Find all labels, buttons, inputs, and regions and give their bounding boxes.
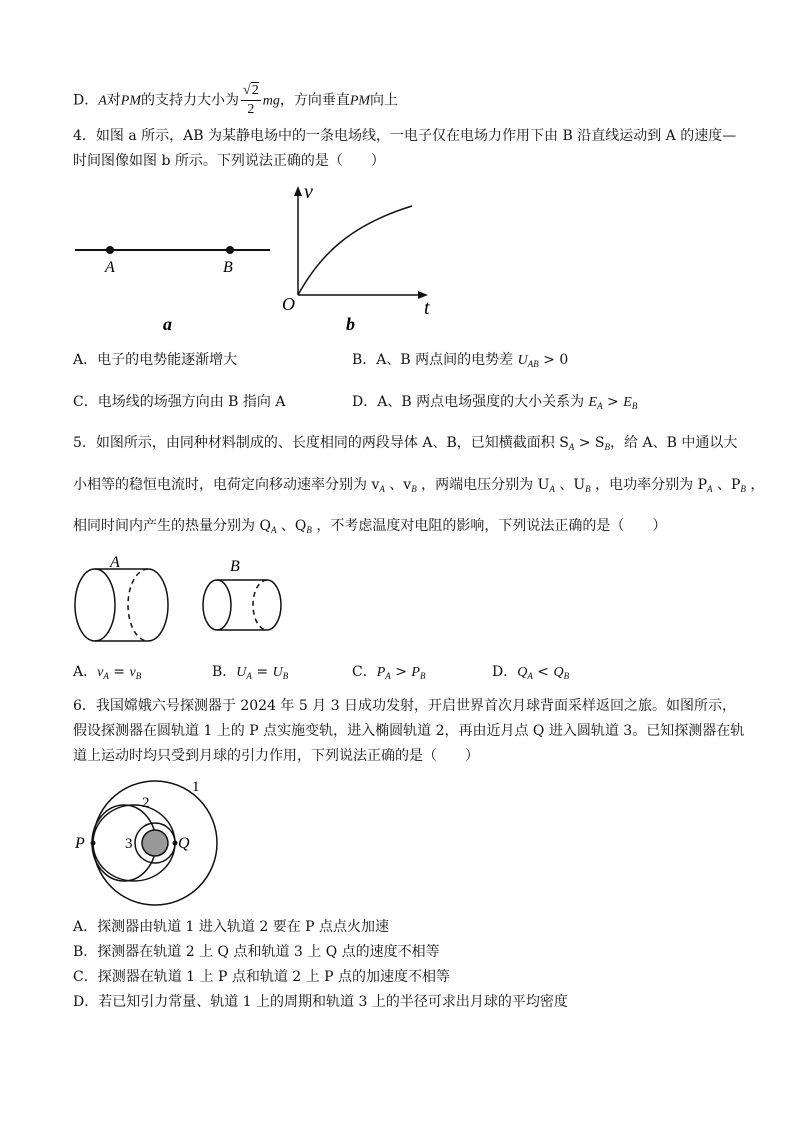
caption-a: a (163, 314, 172, 334)
option-prefix: B． (352, 352, 377, 368)
symbol-a: A (98, 93, 107, 109)
text: 、P (712, 477, 741, 493)
subscript: A (385, 671, 391, 681)
v-axis-arrow (294, 186, 302, 196)
label-b: B (223, 259, 233, 276)
text: ，电功率分别为 P (590, 477, 707, 493)
relation: > (390, 664, 412, 680)
symbol-u: U (517, 353, 528, 368)
q6-option-c: C．探测器在轨道 1 上 P 点和轨道 2 上 P 点的加速度不相等 (73, 969, 450, 985)
q4-option-b (352, 350, 568, 374)
subscript: A (549, 484, 555, 494)
velocity-curve (298, 206, 412, 295)
text: 、v (384, 477, 412, 493)
label-orbit-3: 3 (125, 836, 133, 852)
subscript: B (135, 671, 142, 681)
subscript: B (585, 484, 591, 494)
subscript: A (527, 671, 533, 681)
q6-option-b: B．探测器在轨道 2 上 Q 点和轨道 3 上 Q 点的速度不相等 (73, 944, 440, 960)
option-prefix: D． (352, 394, 378, 410)
q5-stem-line1 (73, 433, 737, 457)
relation: < (532, 664, 554, 680)
q6-option-a: A．探测器由轨道 1 进入轨道 2 要在 P 点点火加速 (73, 919, 390, 935)
label-a: A (110, 554, 120, 571)
moon (142, 830, 168, 856)
label-orbit-1: 1 (192, 779, 200, 795)
subscript: B (604, 442, 611, 452)
subscript: AB (527, 359, 539, 369)
text: 、U (554, 477, 586, 493)
text: 对 (106, 92, 121, 109)
subscript: A (379, 484, 385, 494)
sqrt-radicand: 2 (251, 83, 259, 98)
q4-stem-line2: 时间图像如图 b 所示。下列说法正确的是（ ） (73, 153, 385, 169)
symbol: Q (553, 665, 564, 680)
subscript: A (568, 442, 575, 452)
label-point-p: P (75, 835, 85, 852)
subscript: B (282, 671, 289, 681)
q4-option-c: C．电场线的场强方向由 B 指向 A (73, 394, 286, 410)
q3-option-d (73, 82, 398, 119)
symbol: P (411, 665, 420, 680)
subscript: B (419, 671, 426, 681)
subscript: B (740, 484, 746, 494)
text: ，给 A、B 中通以大 (610, 435, 738, 451)
q5-figure-conductors (70, 553, 300, 648)
symbol-pm: PM (349, 93, 371, 109)
q6-figure-orbits (70, 773, 220, 908)
q5-option-b (212, 662, 288, 686)
label-a: A (105, 259, 115, 276)
text: 小相等的稳恒电流时，电荷定向移动速率分别为 v (73, 477, 380, 493)
q4-stem-line1: 4．如图 a 所示，AB 为某静电场中的一条电场线，一电子仅在电场力作用下由 B 沿直线运动到 A 的速度— (73, 128, 737, 144)
text: 的支持力大小为 (141, 92, 240, 109)
symbol: U (236, 665, 247, 680)
q4-figure-a (70, 230, 280, 340)
q4-option-d (352, 392, 637, 416)
denominator: 2 (247, 102, 255, 117)
subscript: B (563, 671, 570, 681)
q6-stem-line2: 假设探测器在圆轨道 1 上的 P 点实施变轨，进入椭圆轨道 2，再由近月点 Q 进入圆轨道 3。已知探测器在轨 (73, 723, 745, 739)
q4-option-a: A．电子的电势能逐渐增大 (73, 352, 238, 368)
q5-option-a (73, 662, 141, 686)
point-b-dot (226, 246, 234, 254)
symbol: v (129, 665, 136, 680)
symbol: P (376, 665, 386, 680)
label-orbit-2: 2 (142, 795, 150, 811)
subscript: A (270, 525, 277, 535)
subscript: A (597, 401, 603, 411)
q6-stem-line3: 道上运动时均只受到月球的引力作用，下列说法正确的是（ ） (73, 748, 479, 764)
q6-stem-line1: 6．我国嫦娥六号探测器于 2024 年 5 月 3 日成功发射，开启世界首次月球背面采样返回之旅。如图所示， (73, 698, 737, 714)
option-prefix: A． (73, 664, 98, 680)
point-p-dot (91, 841, 96, 846)
q4-figure-b (280, 180, 450, 340)
symbol: v (97, 665, 104, 680)
text: A、B 两点间的电势差 (376, 352, 518, 368)
point-q-dot (173, 841, 178, 846)
q5-stem-line2 (73, 475, 764, 499)
text: 5．如图所示，由同种材料制成的、长度相同的两段导体 A、B，已知横截面积 S (73, 435, 569, 451)
text: 、Q (276, 518, 307, 534)
conductor-a (75, 569, 168, 641)
text: ，不考虑温度对电阻的影响，下列说法正确的是（ ） (311, 518, 667, 534)
q5-stem-line3 (73, 516, 666, 540)
q6-option-d: D．若已知引力常量、轨道 1 上的周期和轨道 3 上的半径可求出月球的平均密度 (73, 994, 568, 1010)
text: A、B 两点电场强度的大小关系为 (377, 394, 589, 410)
axis-label-v: v (304, 181, 313, 203)
symbol-mg: mg (262, 93, 280, 109)
text: ， (745, 477, 765, 493)
sqrt-sign: √ (243, 83, 251, 98)
fraction-sqrt2-over-2 (241, 82, 261, 119)
q5-option-d (492, 662, 569, 686)
axis-label-t: t (424, 297, 430, 319)
symbol-pm: PM (120, 93, 142, 109)
symbol-e: E (623, 395, 632, 410)
option-prefix: C． (352, 664, 377, 680)
subscript: A (103, 671, 109, 681)
subscript: B (411, 484, 417, 494)
q5-option-c (352, 662, 425, 686)
option-prefix: D． (73, 92, 99, 109)
label-b: B (230, 558, 240, 575)
point-a-dot (106, 246, 114, 254)
subscript: B (631, 401, 638, 411)
relation: = (251, 664, 273, 680)
relation: > 0 (538, 352, 569, 368)
text: > S (574, 435, 605, 451)
relation: > (602, 394, 624, 410)
conductor-b (203, 580, 281, 630)
subscript: A (246, 671, 252, 681)
text: ，方向垂直 (279, 92, 350, 109)
caption-b: b (346, 314, 355, 334)
text: 向上 (370, 92, 399, 109)
symbol: Q (517, 665, 528, 680)
label-point-q: Q (178, 835, 190, 852)
option-prefix: D． (492, 664, 518, 680)
origin-label: O (282, 294, 295, 314)
text: ，两端电压分别为 U (416, 477, 550, 493)
text: 相同时间内产生的热量分别为 Q (73, 518, 271, 534)
option-prefix: B． (212, 664, 237, 680)
relation: = (108, 664, 130, 680)
subscript: B (306, 525, 312, 535)
symbol: U (272, 665, 283, 680)
subscript: A (707, 484, 713, 494)
symbol-e: E (588, 395, 598, 410)
